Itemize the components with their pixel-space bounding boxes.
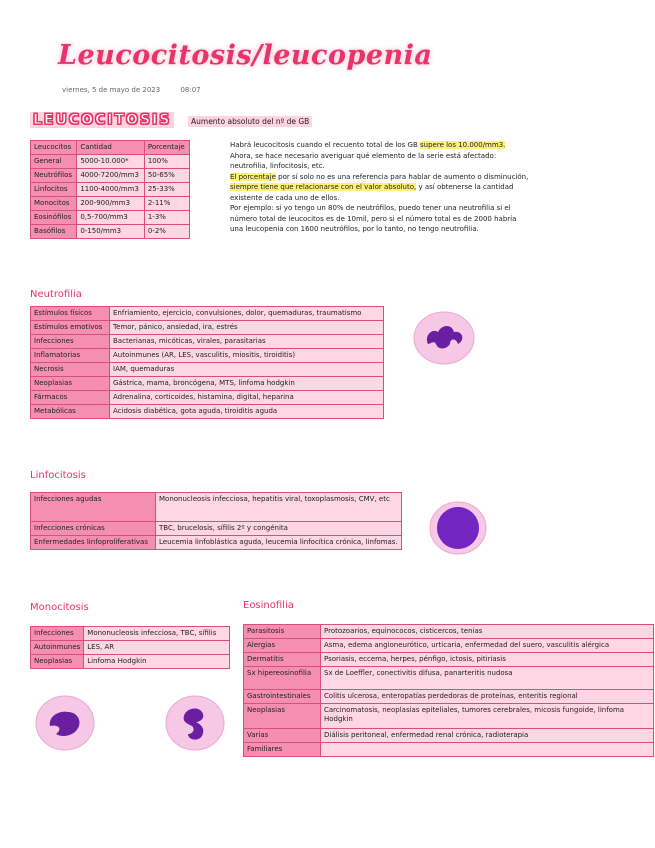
table-cell: Adrenalina, corticoides, histamina, digital, heparina: [110, 391, 384, 405]
table-row: [244, 743, 654, 757]
table-header-cell: Leucocitos: [31, 141, 77, 155]
page-meta: [62, 86, 219, 94]
table-row: [244, 690, 654, 704]
table-row: [31, 169, 190, 183]
table-cell: Temor, pánico, ansiedad, ira, estrés: [110, 321, 384, 335]
table-cell: Diálisis peritoneal, enfermedad renal crónica, radioterapia: [321, 729, 654, 743]
table-cell: Enfriamiento, ejercicio, convulsiones, dolor, quemaduras, traumatismo: [110, 307, 384, 321]
para-highlight: siempre tiene que relacionarse con el valor absoluto,: [230, 183, 417, 191]
table-header-cell: Cantidad: [77, 141, 145, 155]
lymphocyte-illustration: [428, 500, 488, 556]
table-cell: Infecciones crónicas: [31, 522, 156, 536]
table-cell: Familiares: [244, 743, 321, 757]
table-cell: Estímulos emotivos: [31, 321, 110, 335]
table-cell: 0,5-700/mm3: [77, 211, 145, 225]
table-row: [31, 197, 190, 211]
table-cell: Neutrófilos: [31, 169, 77, 183]
table-row: [244, 653, 654, 667]
leucocitos-table: [30, 140, 190, 239]
table-row: [31, 183, 190, 197]
table-cell: Mononucleosis infecciosa, TBC, sífilis: [84, 627, 230, 641]
table-header-row: [31, 141, 190, 155]
para-highlight: supere los 10.000/mm3.: [420, 141, 506, 149]
page-time: 08:07: [180, 86, 201, 94]
para-text: Habrá leucocitosis cuando el recuento total de los GB: [230, 141, 421, 149]
table-row: [31, 655, 230, 669]
para-text: Ahora, se hace necesario averiguar qué elemento de la serie está afectado: neutrofilia, linfocitosis, etc.: [230, 151, 497, 170]
para-text: Por ejemplo: si yo tengo un 80% de neutrófilos, puedo tener una neutrofilia si el número total de leucocitos es de 10mil, pero si el número total es de 2000 habría una leucopenia con 1600 neutrófilos, por lo tanto, no tengo neutrofilia.: [230, 204, 517, 233]
table-cell: Autoinmunes: [31, 641, 84, 655]
table-cell: Leucemia linfoblástica aguda, leucemia linfocítica crónica, linfomas.: [156, 536, 402, 550]
leucocitosis-definition: Aumento absoluto del nº de GB: [188, 116, 312, 127]
table-cell: Neoplasias: [31, 377, 110, 391]
para-text: y así obtenerse la cantidad existente de cada uno de ellos.: [230, 183, 514, 202]
table-cell: 25-33%: [144, 183, 189, 197]
eosinofilia-heading: Eosinofilia: [243, 600, 294, 611]
table-cell: [321, 743, 654, 757]
neutrofilia-table: [30, 306, 384, 419]
para-text: por sí solo no es una referencia para hablar de aumento o disminución,: [275, 172, 529, 181]
linfocitosis-heading: Linfocitosis: [30, 470, 86, 481]
table-cell: Alergias: [244, 639, 321, 653]
table-cell: Inflamatorias: [31, 349, 110, 363]
table-cell: 0-150/mm3: [77, 225, 145, 239]
table-cell: 200-900/mm3: [77, 197, 145, 211]
table-cell: 5000-10.000*: [77, 155, 145, 169]
table-cell: Fármacos: [31, 391, 110, 405]
page-title: Leucocitosis/leucopenia: [58, 40, 433, 71]
eosinophil-illustration: [164, 694, 226, 752]
table-row: [31, 225, 190, 239]
table-row: [244, 639, 654, 653]
table-row: [31, 377, 384, 391]
table-row: [31, 363, 384, 377]
table-cell: Infecciones: [31, 335, 110, 349]
table-cell: Dermatitis: [244, 653, 321, 667]
table-row: [31, 391, 384, 405]
table-cell: Monocitos: [31, 197, 77, 211]
leucocitosis-heading: LEUCOCITOSIS: [30, 112, 174, 128]
table-row: [31, 536, 402, 550]
table-cell: Colitis ulcerosa, enteropatías perdedoras de proteínas, enteritis regional: [321, 690, 654, 704]
table-cell: Necrosis: [31, 363, 110, 377]
table-cell: Gastrointestinales: [244, 690, 321, 704]
table-header-cell: Porcentaje: [144, 141, 189, 155]
table-cell: Varias: [244, 729, 321, 743]
table-cell: 1100-4000/mm3: [77, 183, 145, 197]
monocitosis-table: [30, 626, 230, 669]
table-cell: Infecciones agudas: [31, 493, 156, 522]
table-cell: Sx hipereosinofilia: [244, 667, 321, 690]
monocyte-illustration: [34, 694, 96, 752]
monocitosis-heading: Monocitosis: [30, 602, 89, 613]
table-cell: 2-11%: [144, 197, 189, 211]
table-row: [31, 211, 190, 225]
neutrofilia-heading: Neutrofilia: [30, 289, 82, 300]
table-cell: Neoplasias: [31, 655, 84, 669]
table-cell: 0-2%: [144, 225, 189, 239]
table-row: [31, 627, 230, 641]
table-cell: Enfermedades linfoproliferativas: [31, 536, 156, 550]
table-cell: Infecciones: [31, 627, 84, 641]
linfocitosis-table: [30, 492, 402, 550]
table-cell: Metabólicas: [31, 405, 110, 419]
page-date: viernes, 5 de mayo de 2023: [62, 86, 161, 94]
table-row: [31, 641, 230, 655]
table-row: [244, 625, 654, 639]
table-cell: LES, AR: [84, 641, 230, 655]
table-cell: 100%: [144, 155, 189, 169]
table-cell: 50-65%: [144, 169, 189, 183]
table-cell: Psoriasis, eccema, herpes, pénfigo, ictosis, pitiriasis: [321, 653, 654, 667]
table-cell: Neoplasias: [244, 704, 321, 729]
table-row: [31, 155, 190, 169]
para-highlight: El porcentaje: [230, 172, 276, 181]
table-cell: 1-3%: [144, 211, 189, 225]
table-row: [244, 729, 654, 743]
table-row: [31, 335, 384, 349]
table-row: [244, 667, 654, 690]
table-row: [31, 321, 384, 335]
table-cell: Linfoma Hodgkin: [84, 655, 230, 669]
table-row: [244, 704, 654, 729]
table-cell: Bacterianas, micóticas, virales, parasitarias: [110, 335, 384, 349]
table-cell: Mononucleosis infecciosa, hepatitis viral, toxoplasmosis, CMV, etc: [156, 493, 402, 522]
neutrophil-illustration: [412, 310, 476, 366]
table-cell: Parasitosis: [244, 625, 321, 639]
leucocitosis-explanation: [230, 140, 530, 235]
table-row: [31, 405, 384, 419]
table-cell: Eosinófilos: [31, 211, 77, 225]
table-cell: Acidosis diabética, gota aguda, tiroiditis aguda: [110, 405, 384, 419]
eosinofilia-table: [243, 624, 654, 757]
table-cell: 4000-7200/mm3: [77, 169, 145, 183]
table-cell: Asma, edema angioneurótico, urticaria, enfermedad del suero, vasculitis alérgica: [321, 639, 654, 653]
table-cell: Carcinomatosis, neoplasias epiteliales, tumores cerebrales, micosis fungoide, linfoma Hodgkin: [321, 704, 654, 729]
table-row: [31, 493, 402, 522]
table-cell: Protozoarios, equinococos, cisticercos, tenias: [321, 625, 654, 639]
table-cell: TBC, brucelosis, sífilis 2º y congénita: [156, 522, 402, 536]
table-row: [31, 349, 384, 363]
table-cell: Gástrica, mama, broncógena, MTS, linfoma hodgkin: [110, 377, 384, 391]
table-row: [31, 307, 384, 321]
table-cell: IAM, quemaduras: [110, 363, 384, 377]
table-cell: Basófilos: [31, 225, 77, 239]
table-cell: Sx de Loeffler, conectivitis difusa, panarteritis nudosa: [321, 667, 654, 690]
table-cell: Autoinmunes (AR, LES, vasculitis, miositis, tiroiditis): [110, 349, 384, 363]
table-cell: Linfocitos: [31, 183, 77, 197]
table-row: [31, 522, 402, 536]
table-cell: General: [31, 155, 77, 169]
table-cell: Estímulos físicos: [31, 307, 110, 321]
